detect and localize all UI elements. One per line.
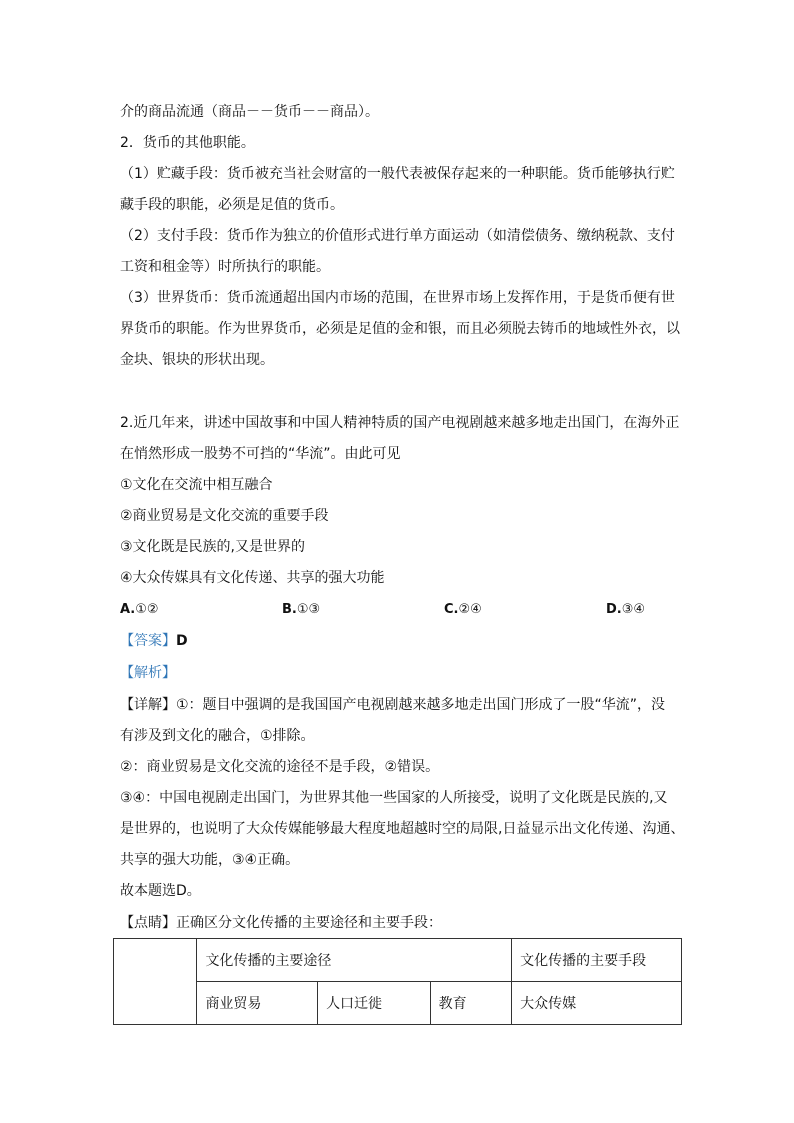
tip-text: 正确区分文化传播的主要途径和主要手段： bbox=[176, 915, 442, 931]
text-line: 界货币的职能。作为世界货币，必须是足值的金和银，而且必须脱去铸币的地域性外衣，以 bbox=[120, 321, 680, 337]
question-item: ①文化在交流中相互融合 bbox=[120, 477, 273, 493]
detail-text: ①：题目中强调的是我国国产电视剧越来越多地走出国门形成了一股“华流”，没 bbox=[176, 697, 666, 713]
question-item: ②商业贸易是文化交流的重要手段 bbox=[120, 508, 329, 524]
table-cell: 商业贸易 bbox=[197, 982, 318, 1025]
detail-line: ③④：中国电视剧走出国门，为世界其他一些国家的人所接受，说明了文化既是民族的,又 bbox=[120, 790, 668, 806]
option-text: ②④ bbox=[458, 602, 482, 617]
detail-line: 是世界的，也说明了大众传媒能够最大程度地超越时空的局限,日益显示出文化传递、沟通、 bbox=[120, 821, 685, 837]
table-blank-cell bbox=[114, 939, 197, 1025]
detail-line: 共享的强大功能，③④正确。 bbox=[120, 852, 300, 868]
text-line: （1）贮藏手段：货币被充当社会财富的一般代表被保存起来的一种职能。货币能够执行贮 bbox=[120, 166, 675, 182]
option-text: ①③ bbox=[296, 602, 321, 617]
option-a bbox=[120, 600, 159, 620]
answer-line bbox=[120, 631, 680, 651]
question-item: ④大众传媒具有文化传递、共享的强大功能 bbox=[120, 570, 385, 586]
analysis-line bbox=[120, 663, 680, 683]
tip-tag: 【点睛】 bbox=[120, 915, 176, 931]
option-d bbox=[606, 600, 645, 620]
question-stem: 在悄然形成一股势不可挡的“华流”。由此可见 bbox=[120, 446, 401, 462]
text-line: 金块、银块的形状出现。 bbox=[120, 352, 274, 368]
table-header-means: 文化传播的主要手段 bbox=[512, 939, 682, 982]
comparison-table bbox=[113, 938, 682, 1025]
table-cell: 人口迁徙 bbox=[318, 982, 431, 1025]
text-line: 2．货币的其他职能。 bbox=[120, 135, 255, 151]
table-cell: 大众传媒 bbox=[512, 982, 682, 1025]
table-row bbox=[114, 939, 682, 982]
tip-line bbox=[120, 913, 680, 933]
answer-tag: 【答案】 bbox=[120, 633, 176, 649]
table-header-ways: 文化传播的主要途径 bbox=[197, 939, 512, 982]
option-text: ①② bbox=[135, 602, 159, 617]
table-row bbox=[114, 982, 682, 1025]
question-item: ③文化既是民族的,又是世界的 bbox=[120, 539, 306, 555]
detail-line: 故本题选D。 bbox=[120, 883, 201, 899]
answer-value: D bbox=[176, 633, 188, 649]
table-cell: 教育 bbox=[430, 982, 511, 1025]
text-line: 介的商品流通（商品－－货币－－商品）。 bbox=[120, 104, 379, 120]
text-line: 藏手段的职能，必须是足值的货币。 bbox=[120, 197, 344, 213]
detail-line bbox=[120, 695, 680, 715]
question-stem: 2.近几年来，讲述中国故事和中国人精神特质的国产电视剧越来越多地走出国门，在海外正 bbox=[120, 415, 680, 431]
detail-line: ②：商业贸易是文化交流的途径不是手段，②错误。 bbox=[120, 759, 440, 775]
detail-tag: 【详解】 bbox=[120, 697, 176, 713]
option-letter: C. bbox=[444, 602, 459, 617]
option-letter: B. bbox=[282, 602, 297, 617]
analysis-tag: 【解析】 bbox=[120, 665, 176, 681]
option-b bbox=[282, 600, 320, 620]
option-letter: D. bbox=[606, 602, 622, 617]
text-line: （2）支付手段：货币作为独立的价值形式进行单方面运动（如清偿债务、缴纳税款、支付 bbox=[120, 228, 675, 244]
option-c bbox=[444, 600, 482, 620]
option-letter: A. bbox=[120, 602, 136, 617]
option-text: ③④ bbox=[621, 602, 646, 617]
text-line: （3）世界货币：货币流通超出国内市场的范围，在世界市场上发挥作用，于是货币便有世 bbox=[120, 290, 675, 306]
text-line: 工资和租金等）时所执行的职能。 bbox=[120, 259, 330, 275]
detail-line: 有涉及到文化的融合，①排除。 bbox=[120, 728, 315, 744]
